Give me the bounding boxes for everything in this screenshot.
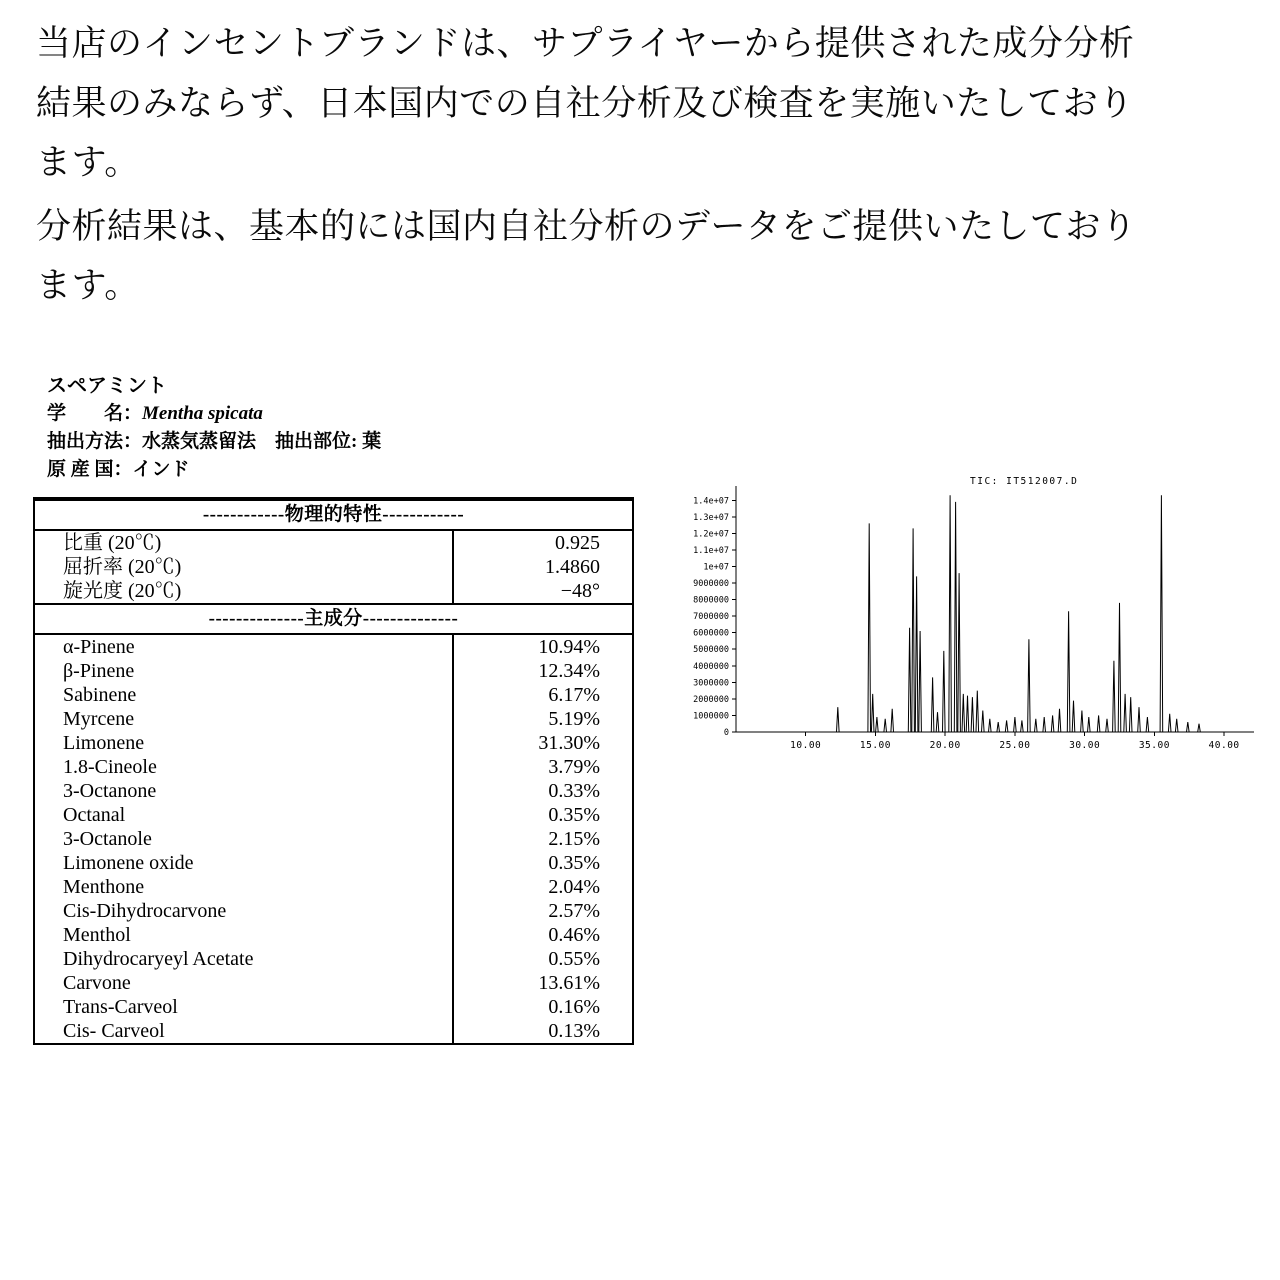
property-value: 0.925 — [452, 531, 632, 555]
peak — [837, 707, 840, 732]
table-row — [35, 827, 632, 851]
peak — [876, 717, 879, 732]
component-value: 5.19% — [452, 707, 632, 731]
component-value: 13.61% — [452, 971, 632, 995]
component-name: β-Pinene — [63, 660, 135, 682]
component-value: 2.57% — [452, 899, 632, 923]
peak — [1043, 717, 1046, 732]
intro-paragraph-1: 当店のインセントブランドは、サプライヤーから提供された成分分析結果のみならず、日本国内での自社分析及び検査を実施いたしております。 — [36, 24, 1135, 182]
x-tick-label: 10.00 — [790, 740, 822, 751]
peak — [1160, 495, 1163, 732]
peak — [891, 709, 894, 732]
table-row — [35, 971, 632, 995]
component-name: Octanal — [63, 804, 126, 826]
peak — [1146, 717, 1149, 732]
component-name: Cis-Dihydrocarvone — [63, 900, 227, 922]
property-name: 旋光度 (20℃) — [63, 580, 182, 602]
scientific-name-value: Mentha spicata — [142, 403, 263, 424]
origin-country-value: インド — [132, 459, 190, 480]
component-name: Myrcene — [63, 708, 135, 730]
peak — [915, 576, 918, 732]
component-name: Limonene oxide — [63, 852, 194, 874]
y-tick-label: 6000000 — [693, 628, 729, 639]
y-tick-label: 8000000 — [693, 595, 729, 606]
table-row — [35, 731, 632, 755]
table-row — [35, 803, 632, 827]
property-name: 屈折率 (20℃) — [63, 556, 182, 578]
table-row — [35, 947, 632, 971]
table-row — [35, 1019, 632, 1043]
product-name: スペアミント — [47, 375, 167, 397]
peak — [1005, 720, 1008, 732]
spec-table — [33, 497, 634, 1045]
components-rows — [35, 635, 632, 1043]
table-row — [35, 923, 632, 947]
extraction-method-row — [47, 428, 381, 456]
peak — [1198, 724, 1201, 732]
peak — [1067, 611, 1070, 732]
peak — [912, 528, 915, 732]
table-row — [35, 875, 632, 899]
table-row — [35, 995, 632, 1019]
table-row — [35, 755, 632, 779]
peak — [1081, 711, 1084, 733]
table-row — [35, 899, 632, 923]
physical-properties-header-text: ------------物理的特性------------ — [35, 499, 632, 531]
y-tick-label: 5000000 — [693, 645, 729, 656]
component-value: 0.55% — [452, 947, 632, 971]
property-value: 1.4860 — [452, 555, 632, 579]
peak — [871, 694, 874, 732]
peak — [943, 651, 946, 732]
intro-text — [36, 14, 1156, 316]
peak — [868, 523, 871, 732]
component-value: 0.16% — [452, 995, 632, 1019]
component-name: Menthone — [63, 876, 145, 898]
component-name: α-Pinene — [63, 636, 135, 658]
peak — [954, 502, 957, 732]
peak — [919, 631, 922, 732]
peak — [908, 628, 911, 732]
peak — [982, 711, 985, 733]
product-info — [47, 372, 381, 484]
y-tick-label: 0 — [723, 728, 729, 738]
peak — [1106, 719, 1109, 732]
peak — [884, 719, 887, 732]
peak — [931, 677, 934, 732]
component-value: 2.15% — [452, 827, 632, 851]
table-row — [35, 683, 632, 707]
component-name: Limonene — [63, 732, 145, 754]
component-name: Dihydrocaryeyl Acetate — [63, 948, 254, 970]
peak — [1113, 661, 1116, 732]
table-row — [35, 851, 632, 875]
peak — [949, 495, 952, 732]
component-name: 3-Octanone — [63, 780, 157, 802]
scientific-name-label: 学 名： — [47, 403, 143, 424]
peak — [966, 696, 969, 732]
x-tick-label: 25.00 — [999, 740, 1031, 751]
y-tick-label: 1.2e+07 — [693, 529, 729, 540]
component-value: 31.30% — [452, 731, 632, 755]
component-name: 3-Octanole — [63, 828, 152, 850]
peak — [1129, 697, 1132, 732]
peak — [936, 712, 939, 732]
y-tick-label: 4000000 — [693, 661, 729, 672]
extraction-method-label: 抽出方法： — [47, 431, 143, 452]
peak — [1072, 701, 1075, 732]
peak — [997, 722, 1000, 732]
component-name: Trans-Carveol — [63, 996, 178, 1018]
y-tick-label: 7000000 — [693, 612, 729, 623]
table-row — [35, 555, 632, 579]
peak — [1175, 719, 1178, 732]
peak — [1035, 719, 1038, 732]
component-value: 0.35% — [452, 851, 632, 875]
component-name: Sabinene — [63, 684, 137, 706]
peak — [1021, 720, 1024, 732]
components-header-text: --------------主成分-------------- — [35, 603, 632, 635]
y-tick-label: 1.3e+07 — [693, 512, 729, 523]
component-value: 2.04% — [452, 875, 632, 899]
y-tick-label: 9000000 — [693, 579, 729, 590]
x-tick-label: 40.00 — [1208, 740, 1240, 751]
component-value: 0.33% — [452, 779, 632, 803]
component-value: 12.34% — [452, 659, 632, 683]
component-value: 0.13% — [452, 1019, 632, 1043]
origin-country-row — [47, 456, 381, 484]
component-value: 6.17% — [452, 683, 632, 707]
component-name: Menthol — [63, 924, 131, 946]
peak — [1097, 715, 1100, 732]
peak — [989, 719, 992, 732]
y-tick-label: 1.1e+07 — [693, 545, 729, 556]
chromatogram-chart — [660, 468, 1260, 768]
table-row — [35, 779, 632, 803]
table-row — [35, 579, 632, 603]
table-row — [35, 707, 632, 731]
y-tick-label: 3000000 — [693, 678, 729, 689]
y-tick-label: 2000000 — [693, 694, 729, 705]
origin-country-label: 原 産 国： — [47, 459, 133, 480]
component-name: 1.8-Cineole — [63, 756, 157, 778]
component-value: 3.79% — [452, 755, 632, 779]
y-tick-label: 1000000 — [693, 711, 729, 722]
y-tick-label: 1.4e+07 — [693, 496, 729, 507]
peak — [1028, 639, 1031, 732]
peak — [1014, 717, 1017, 732]
table-row — [35, 531, 632, 555]
physical-properties-rows — [35, 531, 632, 603]
peak — [1118, 603, 1121, 732]
peak — [958, 573, 961, 732]
component-name: Cis- Carveol — [63, 1020, 165, 1042]
chart-title: TIC: IT512007.D — [970, 476, 1079, 487]
components-header — [35, 603, 632, 635]
property-value: −48° — [452, 579, 632, 603]
extraction-method-value: 水蒸気蒸留法 抽出部位: 葉 — [142, 431, 382, 452]
component-value: 10.94% — [452, 635, 632, 659]
peak — [1138, 707, 1141, 732]
table-row — [35, 659, 632, 683]
x-tick-label: 15.00 — [859, 740, 892, 751]
component-name: Carvone — [63, 972, 131, 994]
intro-paragraph-2: 分析結果は、基本的には国内自社分析のデータをご提供いたしております。 — [36, 206, 1137, 305]
peak — [976, 691, 979, 732]
property-name: 比重 (20℃) — [63, 532, 162, 554]
peak — [1088, 717, 1091, 732]
peak — [1058, 709, 1061, 732]
peak — [1187, 722, 1190, 732]
y-tick-label: 1e+07 — [703, 562, 729, 573]
physical-properties-header — [35, 499, 632, 531]
table-row — [35, 635, 632, 659]
peak — [971, 697, 974, 732]
chromatogram-svg — [660, 468, 1260, 768]
x-tick-label: 30.00 — [1069, 740, 1101, 751]
scientific-name-row — [47, 400, 381, 428]
x-tick-label: 20.00 — [929, 740, 961, 751]
peak — [962, 694, 965, 732]
component-value: 0.46% — [452, 923, 632, 947]
peak — [1124, 694, 1127, 732]
component-value: 0.35% — [452, 803, 632, 827]
x-tick-label: 35.00 — [1138, 740, 1170, 751]
peak — [1168, 714, 1171, 732]
peak — [1051, 715, 1054, 732]
